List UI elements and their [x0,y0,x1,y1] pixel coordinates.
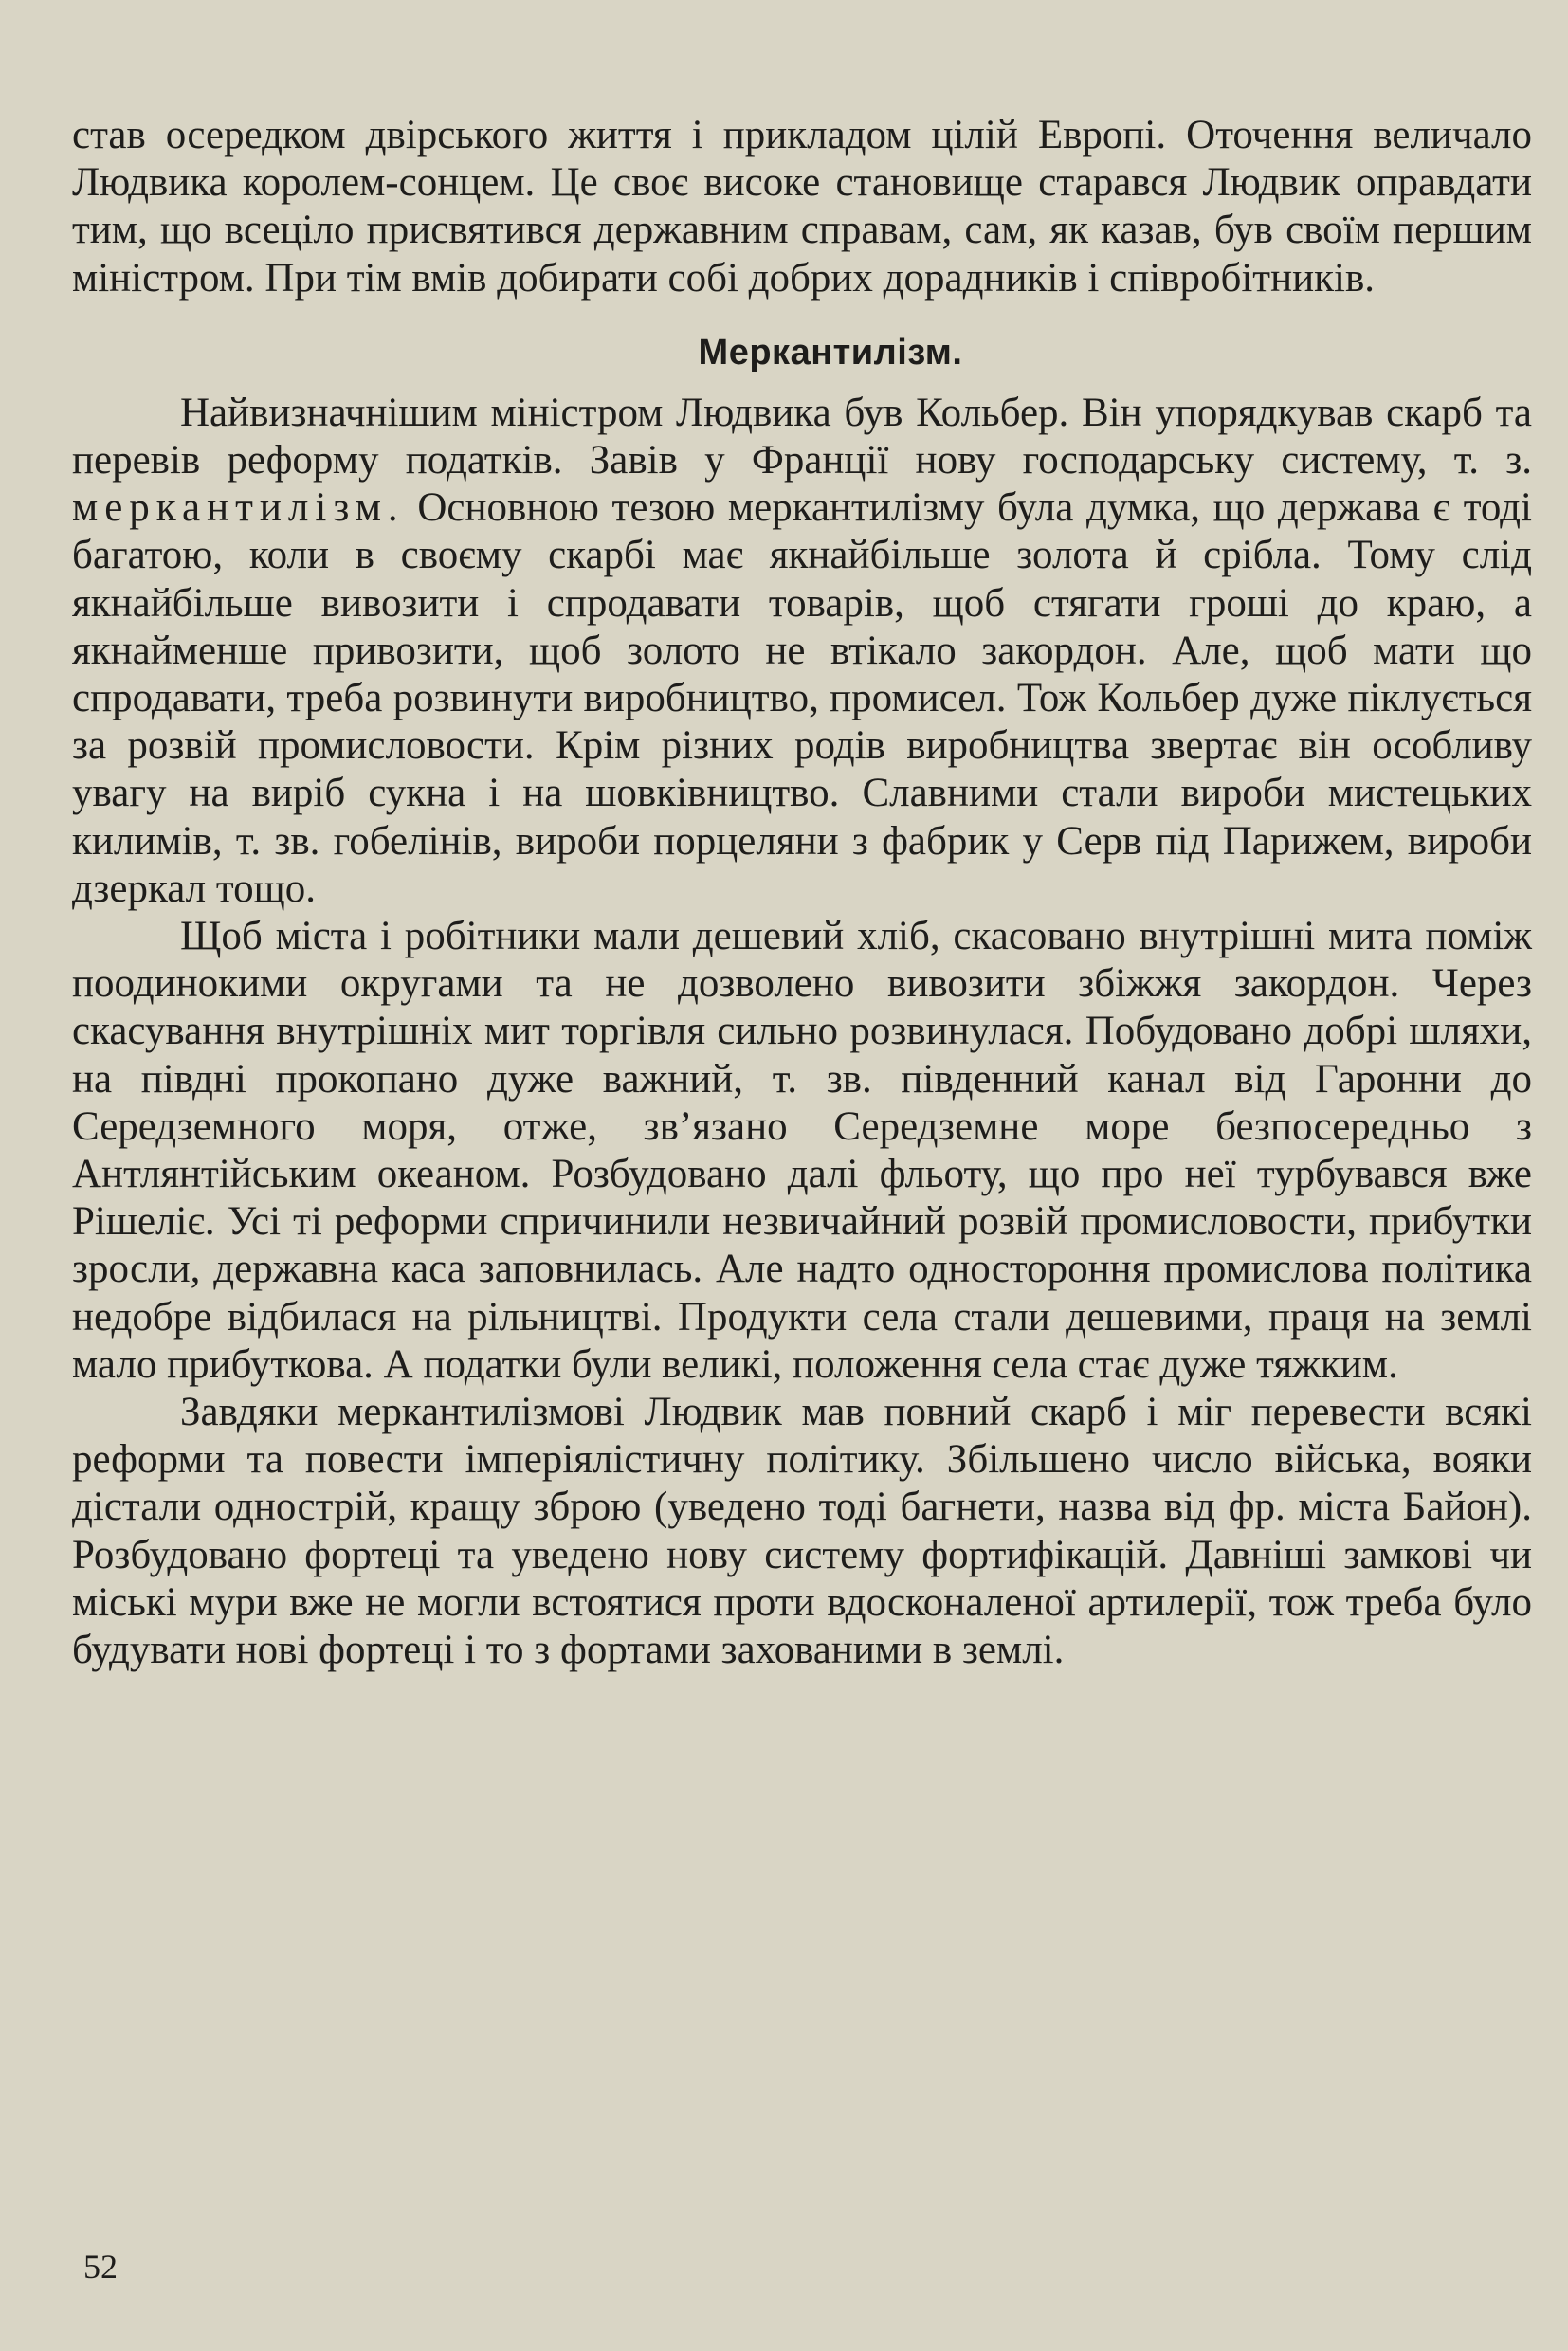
paragraph-mercantilism [72,390,1532,913]
paragraph-trade: Щоб міста і робітники мали дешевий хліб, скасовано внутрішні мита поміж поодинокими округами та не дозволено вивозити збіжжя закордон. Через скасування внутрішніх мит торгівля сильно розвинулася. Побудовано добрі шляхи, на півдні прокопано дуже важний, т. зв. південний канал від Гаронни до Середземного моря, отже, зв’язано Середземне море безпосередньо з Антлянтійським океаном. Розбудовано далі фльоту, що про неї турбувався вже Рішеліє. Усі ті реформи спричинили незвичайний розвій промисловости, прибутки зросли, державна каса заповнилась. Але надто одностороння промислова політика недобре відбилася на рільництві. Продукти села стали дешевими, праця на землі мало прибуткова. А податки були великі, положення села стає дуже тяжким. [72,914,1532,1387]
page-number: 52 [83,2248,118,2286]
page-body [72,112,1532,1674]
paragraph-intro: став осередком двірського життя і прикладом цілій Европі. Оточення величало Людвика королем-сонцем. Це своє високе становище старався Людвик оправдати тим, що всеціло присвятився державним справам, сам, як казав, був своїм першим міністром. При тім вмів добирати собі добрих дорадників і співробітників. [72,113,1532,301]
paragraph-mercantilism-start: Найвизначнішим міністром Людвика був Кольбер. Він упорядкував скарб та перевів реформу податків. Завів у Франції нову господарську систему, т. з. [72,390,1532,483]
paragraph-army: Завдяки меркантилізмові Людвик мав повний скарб і міг перевести всякі реформи та повести імперіялістичну політику. Збільшено число війська, вояки дістали однострій, кращу зброю (уведено тоді багнети, назва від фр. міста Байон). Розбудовано фортеці та уведено нову систему фортифікацій. Давніші замкові чи міські мури вже не могли встоятися проти вдосконаленої артилерії, тож треба було будувати нові фортеці і то з фортами захованими в землі. [72,1390,1532,1673]
paragraph-mercantilism-rest: Основною тезою меркантилізму була думка, що держава є тоді багатою, коли в своєму скарбі має якнайбільше золота й срібла. Тому слід якнайбільше вивозити і спродавати товарів, щоб стягати гроші до краю, а якнайменше привозити, щоб золото не втікало закордон. Але, щоб мати що спродавати, треба розвинути виробництво, промисел. Тож Кольбер дуже піклується за розвій промисловости. Крім різних родів виробництва звертає він особливу увагу на виріб сукна і на шовківництво. Славними стали вироби мистецьких килимів, т. зв. гобелінів, вироби порцеляни з фабрик у Серв під Парижем, вироби дзеркал тощо. [72,485,1532,911]
term-mercantilism: меркантилізм. [72,485,405,531]
section-heading: Меркантилізм. [698,332,963,373]
